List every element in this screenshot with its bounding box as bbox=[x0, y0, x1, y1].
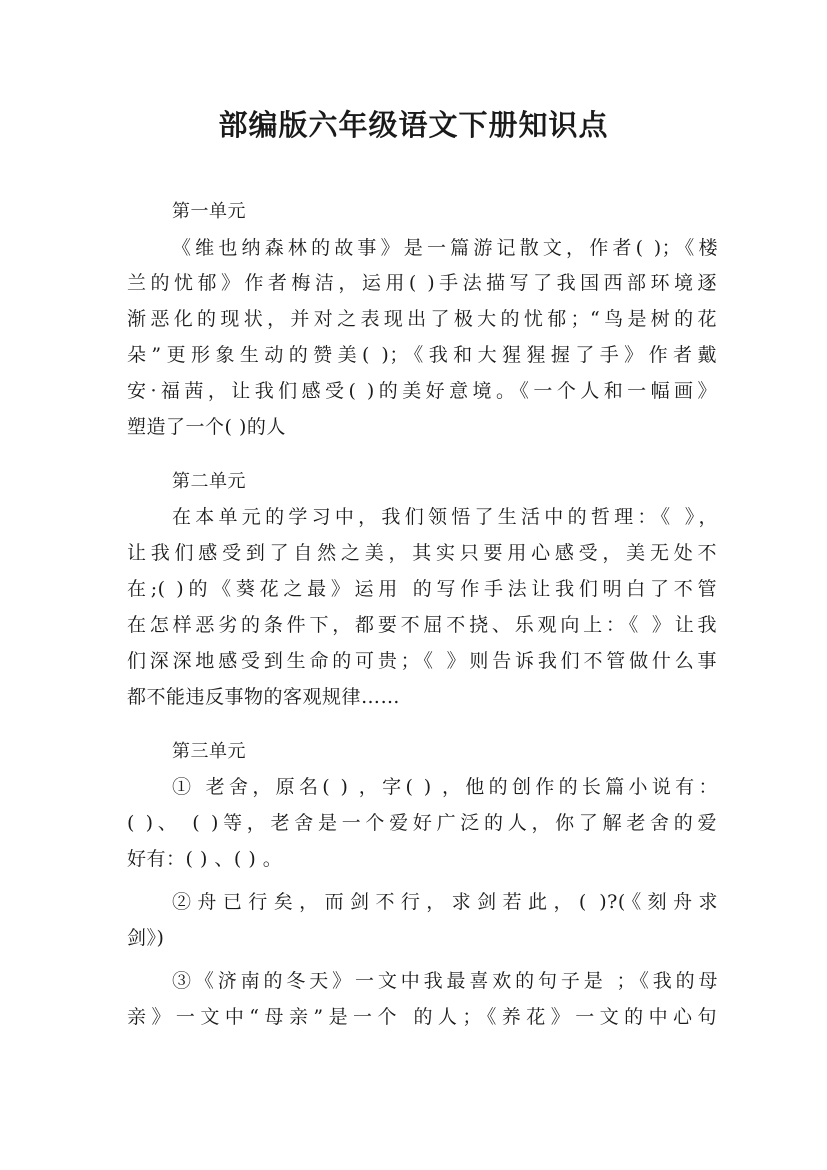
paragraph-line: 在本单元的学习中，我们领悟了生活中的哲理：《 》， bbox=[172, 506, 718, 528]
paragraph-line: ① 老舍，原名( ) ，字( ) ，他的创作的长篇小说有： bbox=[172, 776, 718, 798]
paragraph-line: 塑造了一个( )的人 bbox=[127, 416, 286, 438]
paragraph-line: ( )、 ( )等，老舍是一个爱好广泛的人，你了解老舍的爱 bbox=[127, 812, 717, 834]
paragraph-line: 兰的忧郁》作者梅洁，运用( )手法描写了我国西部环境逐 bbox=[127, 272, 717, 294]
paragraph-line: 安·福茜，让我们感受( )的美好意境。《一个人和一幅画》 bbox=[127, 380, 717, 402]
paragraph-line: 剑》) bbox=[127, 927, 165, 949]
paragraph-line: 亲》一文中“母亲”是一个 的人；《养花》一文的中心句 bbox=[127, 1006, 717, 1028]
paragraph-line: 们深深地感受到生命的可贵；《 》则告诉我们不管做什么事 bbox=[127, 650, 717, 672]
paragraph-line: ③《济南的冬天》一文中我最喜欢的句子是 ；《我的母 bbox=[172, 970, 718, 992]
unit-1-heading: 第一单元 bbox=[172, 201, 246, 222]
paragraph-line: 好有：( ) 、( ) 。 bbox=[127, 848, 283, 870]
unit-2-heading: 第二单元 bbox=[172, 471, 246, 492]
paragraph-line: 渐恶化的现状，并对之表现出了极大的忧郁；“鸟是树的花 bbox=[127, 308, 717, 330]
unit-3-heading: 第三单元 bbox=[172, 741, 246, 762]
paragraph-line: 在;( )的《葵花之最》运用 的写作手法让我们明白了不管 bbox=[127, 578, 717, 600]
page-title: 部编版六年级语文下册知识点 bbox=[218, 108, 609, 142]
paragraph-line: 《维也纳森林的故事》是一篇游记散文，作者( )；《楼 bbox=[172, 237, 718, 259]
paragraph-line: 在怎样恶劣的条件下，都要不屈不挠、乐观向上：《 》让我 bbox=[127, 614, 717, 636]
paragraph-line: ②舟已行矣，而剑不行，求剑若此，( )?(《刻舟求 bbox=[172, 891, 718, 913]
paragraph-line: 让我们感受到了自然之美，其实只要用心感受，美无处不 bbox=[127, 542, 717, 564]
paragraph-line: 都不能违反事物的客观规律…… bbox=[127, 686, 401, 708]
paragraph-line: 朵”更形象生动的赞美( )；《我和大猩猩握了手》作者戴 bbox=[127, 344, 717, 366]
